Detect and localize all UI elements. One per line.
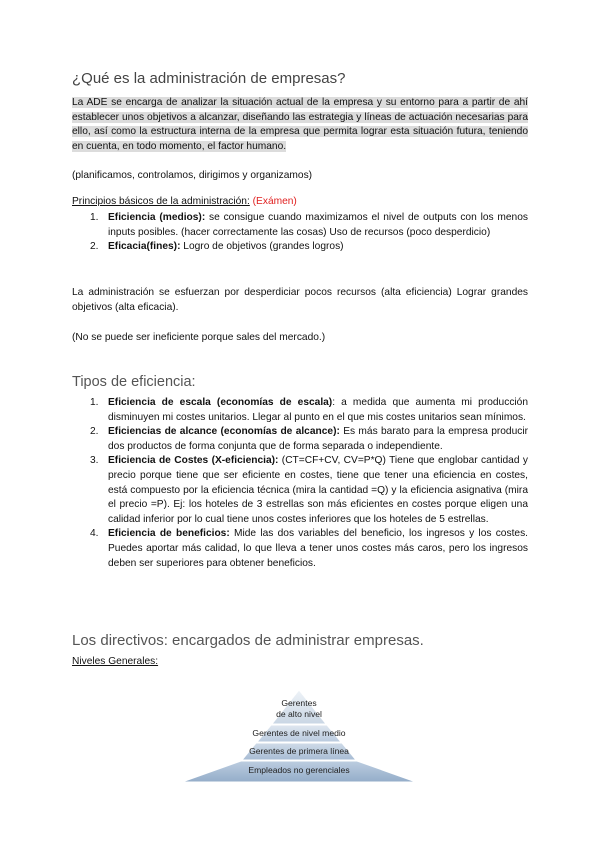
- list-item: [88, 211, 528, 240]
- item-number: 2.: [90, 241, 99, 253]
- management-pyramid: [180, 688, 418, 784]
- item-text: Es más barato para la empresa producir dos productos de forma conjunta que de forma separada o independiente.: [108, 426, 528, 452]
- intro-text: La ADE se encarga de analizar la situación actual de la empresa y su entorno para a partir de ahí establecer unos objetivos a alcanzar, diseñando las estrategia y líneas de actuación necesarias para ello, así como la estructura interna de la empresa que permita lograr esta situación futura, teniendo en cuenta, en todo momento, el factor humano.: [72, 97, 528, 152]
- exam-note: (Exámen): [252, 196, 297, 207]
- list-item: [88, 425, 528, 454]
- item-text: Mide las dos variables del beneficio, los ingresos y los costes. Puedes aportar más calidad, lo que lleva a tener unos costes más caros, pero los ingresos deben ser superiores para obtener beneficios.: [108, 528, 528, 569]
- pyramid-label-first-line: Gerentes de primera línea: [249, 746, 349, 756]
- pyramid-label-top-2: de alto nivel: [276, 709, 322, 719]
- item-term: Eficacia(fines):: [108, 241, 181, 253]
- list-item: [88, 527, 528, 571]
- efficiency-list: [88, 396, 528, 571]
- plan-text: (planificamos, controlamos, dirigimos y organizamos): [72, 170, 313, 181]
- intro-paragraph: [72, 96, 528, 154]
- list-item: [88, 396, 528, 425]
- item-number: 4.: [90, 528, 99, 540]
- niveles-heading: Niveles Generales:: [72, 656, 159, 667]
- item-number: 1.: [90, 397, 99, 408]
- principles-list: [88, 211, 528, 255]
- list-item: [88, 454, 528, 527]
- item-number: 3.: [90, 455, 99, 467]
- item-term: Eficiencia de escala (economías de escala): [108, 397, 333, 408]
- principles-label: Principios básicos de la administración:: [72, 196, 250, 207]
- pyramid-label-top-1: Gerentes: [281, 698, 317, 708]
- section-title-directivos: Los directivos: encargados de administrar empresas.: [72, 632, 424, 649]
- principles-heading: [72, 196, 297, 207]
- item-term: Eficiencia (medios):: [108, 212, 206, 223]
- admin-paragraph: La administración se esfuerzan por desperdiciar pocos recursos (alta eficiencia) Lograr grandes objetivos (alta eficacia).: [72, 287, 528, 313]
- pyramid-label-base: Empleados no gerenciales: [248, 765, 350, 775]
- item-number: 2.: [90, 426, 99, 438]
- item-text: : a medida que aumenta mi producción disminuyen mi costes unitarios. Llegar al punto en el que mis costes unitarios sean mínimos.: [108, 397, 529, 423]
- item-number: 1.: [90, 212, 99, 223]
- pyramid-label-middle: Gerentes de nivel medio: [252, 728, 346, 738]
- section-title-efficiency: Tipos de eficiencia:: [72, 374, 196, 390]
- item-term: Eficiencias de alcance (economías de alcance):: [108, 426, 340, 438]
- item-text: (CT=CF+CV, CV=P*Q) Tiene que englobar cantidad y precio porque tiene que ser eficiente en costes, tiene que tener una eficiencia en costes, está compuesto por la eficiencia técnica (mira la cantidad =Q) y la eficiencia asignativa (mira el precio =P). Ej: los hoteles de 3 estrellas son más eficientes en costes porque eligen una calidad inferior por lo cual tiene unos costes inferiores que los hoteles de 5 estrellas.: [108, 455, 528, 525]
- item-term: Eficiencia de beneficios:: [108, 528, 230, 540]
- item-term: Eficiencia de Costes (X-eficiencia):: [108, 455, 279, 467]
- item-text: se consigue cuando maximizamos el nivel de outputs con los menos inputs posibles. (hacer correctamente las cosas) Uso de recursos (poco desperdicio): [108, 212, 528, 238]
- list-item: [88, 240, 528, 255]
- item-text: Logro de objetivos (grandes logros): [180, 241, 344, 253]
- section-title-ade: ¿Qué es la administración de empresas?: [72, 70, 346, 87]
- inefficiency-note: (No se puede ser ineficiente porque sales del mercado.): [72, 332, 326, 343]
